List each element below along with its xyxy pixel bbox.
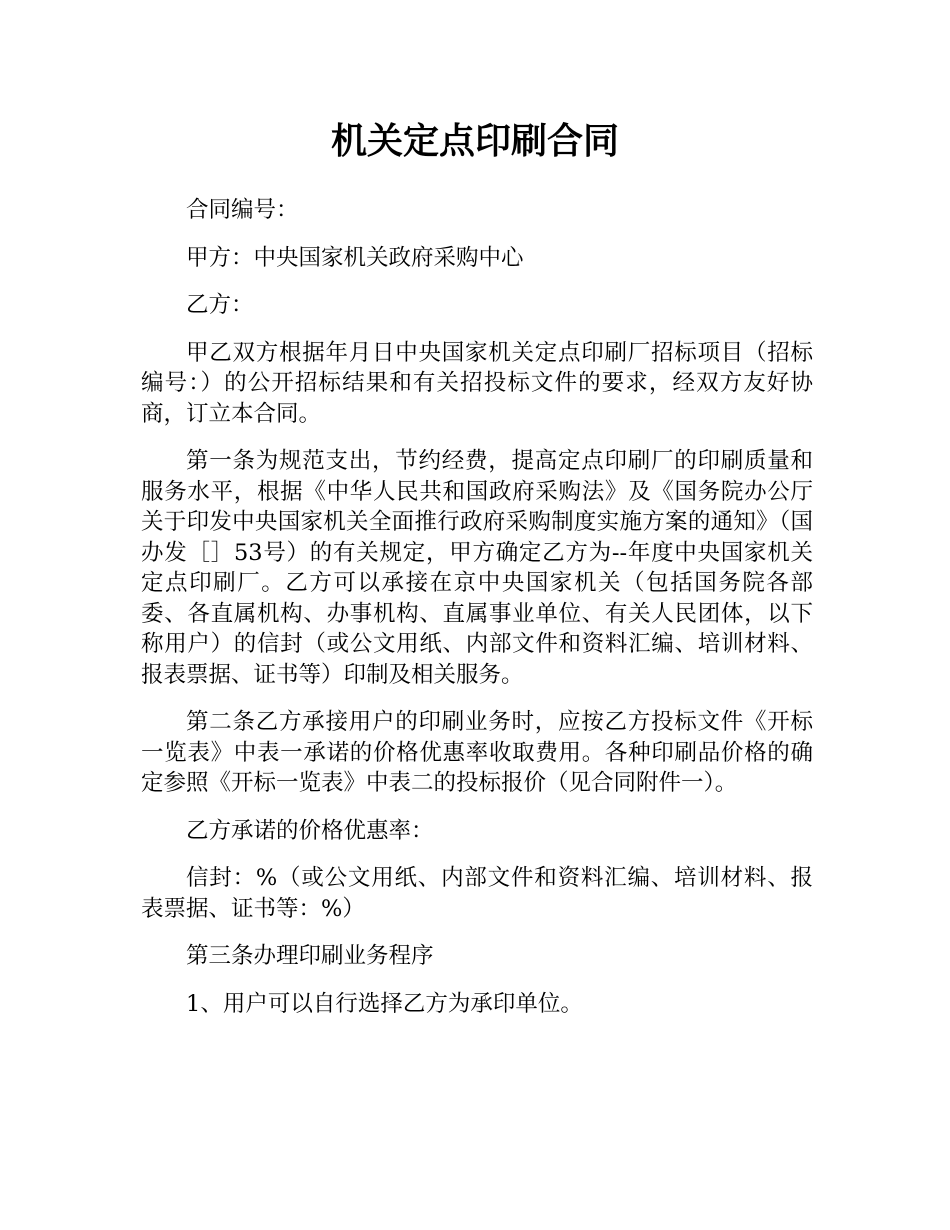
discount-rate-envelope: 信封：%（或公文用纸、内部文件和资料汇编、培训材料、报表票据、证书等：%）: [141, 865, 813, 922]
document-body: [141, 195, 813, 1036]
preamble-paragraph: 甲乙双方根据年月日中央国家机关定点印刷厂招标项目（招标编号：）的公开招标结果和有关招投标文件的要求，经双方友好协商，订立本合同。: [141, 339, 813, 427]
discount-rate-heading: 乙方承诺的价格优惠率：: [186, 817, 434, 844]
document-title: 机关定点印刷合同: [330, 121, 619, 162]
article-1-paragraph: 第一条为规范支出，节约经费，提高定点印刷厂的印刷质量和服务水平，根据《中华人民共和国政府采购法》及《国务院办公厅关于印发中央国家机关全面推行政府采购制度实施方案的通知》（国办发［］53号）的有关规定，甲方确定乙方为--年度中央国家机关定点印刷厂。乙方可以承接在京中央国家机关（包括国务院各部委、各直属机构、办事机构、直属事业单位、有关人民团体，以下称用户）的信封（或公文用纸、内部文件和资料汇编、培训材料、报表票据、证书等）印制及相关服务。: [141, 448, 813, 688]
article-2-paragraph: 第二条乙方承接用户的印刷业务时，应按乙方投标文件《开标一览表》中表一承诺的价格优惠率收取费用。各种印刷品价格的确定参照《开标一览表》中表二的投标报价（见合同附件一）。: [141, 709, 813, 796]
party-a-line: 甲方：中央国家机关政府采购中心: [186, 244, 524, 271]
article-3-item-1: 1、用户可以自行选择乙方为承印单位。: [186, 990, 583, 1017]
party-b-line: 乙方：: [186, 292, 254, 318]
article-3-heading: 第三条办理印刷业务程序: [186, 943, 434, 969]
contract-number-line: 合同编号：: [186, 197, 299, 223]
